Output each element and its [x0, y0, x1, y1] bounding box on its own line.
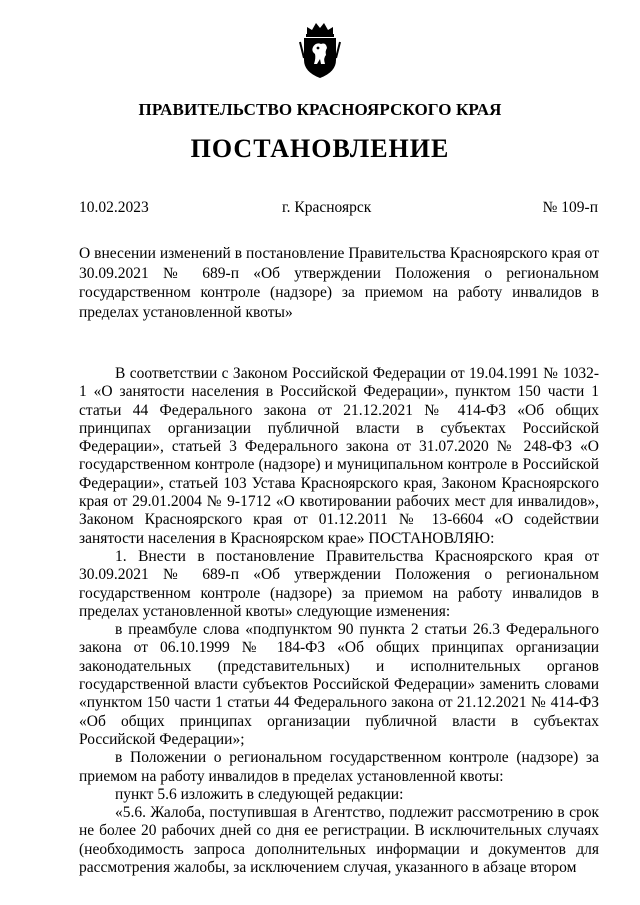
document-city: г. Красноярск: [282, 199, 372, 216]
organization-name: ПРАВИТЕЛЬСТВО КРАСНОЯРСКОГО КРАЯ: [138, 100, 502, 119]
paragraph-item-1: 1. Внести в постановление Правительства Красноярского края от 30.09.2021 № 689-п «Об утверждении Положения о региональном государственном контроле (надзоре) за приемом на работу инвалидов в пределах установленной квоты» следующие изменения:: [79, 547, 599, 620]
document-body: [79, 365, 599, 877]
coat-of-arms-icon: [296, 20, 344, 80]
paragraph-preamble-change: в преамбуле слова «подпунктом 90 пункта 2 статьи 26.3 Федерального закона от 06.10.1999 № 184-ФЗ «Об общих принципах организации законодательных (представительных) и исполнительных органов государственной власти субъектов Российской Федерации» заменить словами «пунктом 150 части 1 статьи 44 Федерального закона от 21.12.2021 № 414-ФЗ «Об общих принципах организации публичной власти в субъектах Российской Федерации»;: [79, 621, 599, 748]
paragraph-regulation-change: в Положении о региональном государственном контроле (надзоре) за приемом на работу инвалидов в пределах установленной квоты:: [79, 749, 599, 785]
paragraph-preamble: В соответствии с Законом Российской Федерации от 19.04.1991 № 1032-1 «О занятости населения в Российской Федерации», пунктом 150 части 1 статьи 44 Федерального закона от 21.12.2021 № 414-ФЗ «Об общих принципах организации публичной власти в субъектах Российской Федерации», статьей 3 Федерального закона от 31.07.2020 № 248-ФЗ «О государственном контроле (надзоре) и муниципальном контроле в Российской Федерации», статьей 103 Устава Красноярского края, Законом Красноярского края от 29.01.2004 № 9-1712 «О квотировании рабочих мест для инвалидов», Законом Красноярского края от 01.12.2011 № 13-6604 «О содействии занятости населения в Красноярском крае» ПОСТАНОВЛЯЮ:: [79, 365, 599, 547]
paragraph-clause-5-6: пункт 5.6 изложить в следующей редакции:: [115, 785, 404, 803]
document-type: ПОСТАНОВЛЕНИЕ: [190, 134, 450, 163]
document-date: 10.02.2023: [79, 199, 149, 216]
paragraph-clause-5-6-text: «5.6. Жалоба, поступившая в Агентство, подлежит рассмотрению в срок не более 20 рабочих дней со дня ее регистрации. В исключительных случаях (необходимость запроса дополнительных информации и документов для рассмотрения жалобы, за исключением случая, указанного в абзаце втором: [79, 804, 599, 877]
document-subject: О внесении изменений в постановление Правительства Красноярского края от 30.09.2021 № 689-п «Об утверждении Положения о региональном государственном контроле (надзоре) за приемом на работу инвалидов в пределах установленной квоты»: [79, 245, 599, 321]
document-number: № 109-п: [542, 199, 598, 216]
